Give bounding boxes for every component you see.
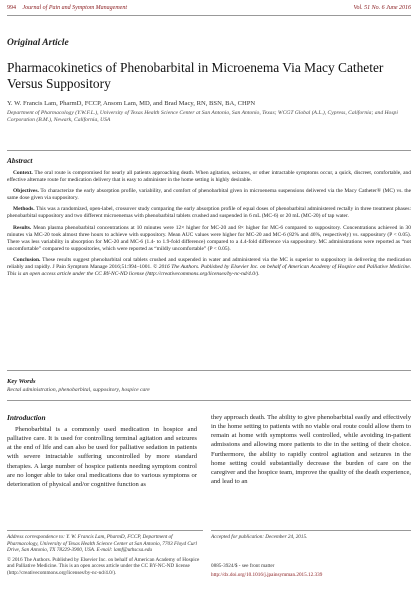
abstract-copyright: © 2016 The Authors. Published by Elsevier Inc. on behalf of American Academy of Hospice and Palliative Medicine. This is an open access article under the CC BY-NC-ND license (http://creativecommons.org/licenses/by-nc-nd/4.0/). [7, 264, 412, 278]
results-label: Results. [13, 224, 32, 231]
context-label: Context. [13, 170, 33, 176]
accepted-date: Accepted for publication: December 24, 2015. [211, 534, 308, 540]
abstract-body [7, 170, 411, 282]
introduction-heading: Introduction [7, 413, 46, 422]
context-text: The oral route is compromised for nearly all patients approaching death. When agitation, seizures, or other intractable symptoms occur, a quick, discreet, comfortable, and effective alternate route for medication delivery that is easy to administer in the home setting is highly desirable. [7, 170, 411, 184]
citation-text: J Pain Symptom Manage 2016;51:994–1001. [52, 264, 152, 271]
page-number: 994 [7, 5, 16, 11]
article-title: Pharmacokinetics of Phenobarbital in Microenema Via Macy Catheter Versus Suppository [7, 60, 384, 91]
correspondence-note: Address correspondence to: Y. W. Francis Lam, PharmD, FCCP, Department of Pharmacology, University of Texas Health Science Center at San Antonio, 7703 Floyd Curl Drive, San Antonio, TX 78229-3900, USA. E-mail: lamf@uthscsa.edu [7, 534, 197, 554]
methods-text: This was a randomized, open-label, crossover study comparing the early absorption profile of equal doses of phenobarbital administered rectally in three treatment phases: phenobarbital suppository and two different microenemas with phenobarbital tablets crushed and suspended in 6 mL (MC-6) or 20 mL (MC-20) of tap water. [7, 206, 411, 220]
license-note: © 2016 The Authors. Published by Elsevier Inc. on behalf of American Academy of Hospice and Palliative Medicine. This is an open access article under the CC BY-NC-ND license (http://creativecommons.org/licenses/by-nc-nd/4.0/). [7, 556, 200, 576]
article-type: Original Article [7, 38, 69, 48]
intro-left-paragraph: Phenobarbital is a commonly used medication in hospice and palliative care. It is used for controlling terminal agitation and seizures at the end of life and can also be used for palliative sedation in patients with severe intractable suffering uncontrolled by more standard therapies. A large number of hospice patients needing symptom control are no longer able to take oral medications due to various symptoms or deterioration of physical and/or cognitive function as [7, 426, 197, 488]
methods-label: Methods. [13, 206, 35, 213]
conclusion-text: These results suggest phenobarbital oral tablets crushed and suspended in water and administered via the MC is superior to suppository in delivering the medication reliably and rapidly. [7, 256, 412, 271]
abstract-heading: Abstract [7, 156, 33, 165]
keywords-heading: Key Words [7, 378, 36, 385]
doi-link[interactable]: http://dx.doi.org/10.1016/j.jpainsymman.2015.12.339 [211, 572, 323, 579]
footnotes-right [211, 534, 411, 582]
intro-right-paragraph: they approach death. The ability to give phenobarbital easily and effectively in the home setting to patients with no viable oral route could allow them to remain at home with symptoms well controlled, while avoiding in-patient admissions and allowing more patients to die in the setting of their choice. Furthermore, the ability to rapidly control agitation and seizures in the home setting could substantially decrease the burden of care on the caregiver and the hospice team, improve the quality of the death experience, and lead to an [211, 414, 411, 486]
footnotes-left [7, 534, 203, 580]
issn-line: 0885-3924/$ - see front matter [211, 562, 275, 569]
abstract-conclusion [7, 257, 411, 278]
affiliations: Department of Pharmacology (Y.W.F.L.), University of Texas Health Science Center at San Antonio, San Antonio, Texas; WCGT Global (A.L.), Cypress, California; and Hospi Corporation (B.M.), Newark, California, USA [7, 110, 398, 124]
abstract-top-rule [7, 150, 411, 151]
conclusion-label: Conclusion. [13, 256, 41, 263]
keywords-text: Rectal administration, phenobarbital, suppository, hospice care [7, 387, 150, 393]
abstract-context [7, 170, 411, 184]
journal-name: Journal of Pain and Symptom Management [22, 5, 127, 11]
abstract-results [7, 225, 411, 253]
keywords-bottom-rule [7, 400, 411, 401]
keywords-rule [7, 370, 411, 371]
objectives-label: Objectives. [13, 188, 39, 195]
results-text: Mean plasma phenobarbital concentrations at 10 minutes were 12× higher for MC-20 and 8× higher for MC-6 compared to suppository. Concentrations achieved in 30 minutes via MC-20 took almost three hours to achieve with suppository. Mean AUC values were higher for MC-20 and MC-6 (82% and 46%, respectively) vs. suppository (P < 0.05). There was less variability in absorption for MC-20 and MC-6 (1.4- to 1.9-fold difference) compared to a 4.4-fold difference via suppository. MC administrations were reported as “not uncomfortable” compared to suppositories, which were reported as “mildly uncomfortable” (P < 0.05). [7, 224, 411, 252]
running-header [7, 2, 411, 14]
abstract-methods [7, 206, 411, 220]
objectives-text: To characterize the early absorption profile, variability, and comfort of phenobarbital given in microenema suspensions delivered via the Macy Catheter® (MC) vs. the same dose given via suppository. [7, 188, 412, 202]
footnote-rule-left [7, 530, 203, 531]
intro-right-column [211, 413, 411, 486]
running-header-left [7, 5, 127, 11]
intro-left-column [7, 425, 197, 489]
abstract-objectives [7, 188, 411, 202]
issue-info: Vol. 51 No. 6 June 2016 [353, 5, 411, 11]
footnote-rule-right [211, 530, 411, 531]
header-rule [7, 15, 411, 16]
author-list: Y. W. Francis Lam, PharmD, FCCP, Ansom Lam, MD, and Brad Macy, RN, BSN, BA, CHPN [7, 100, 256, 107]
